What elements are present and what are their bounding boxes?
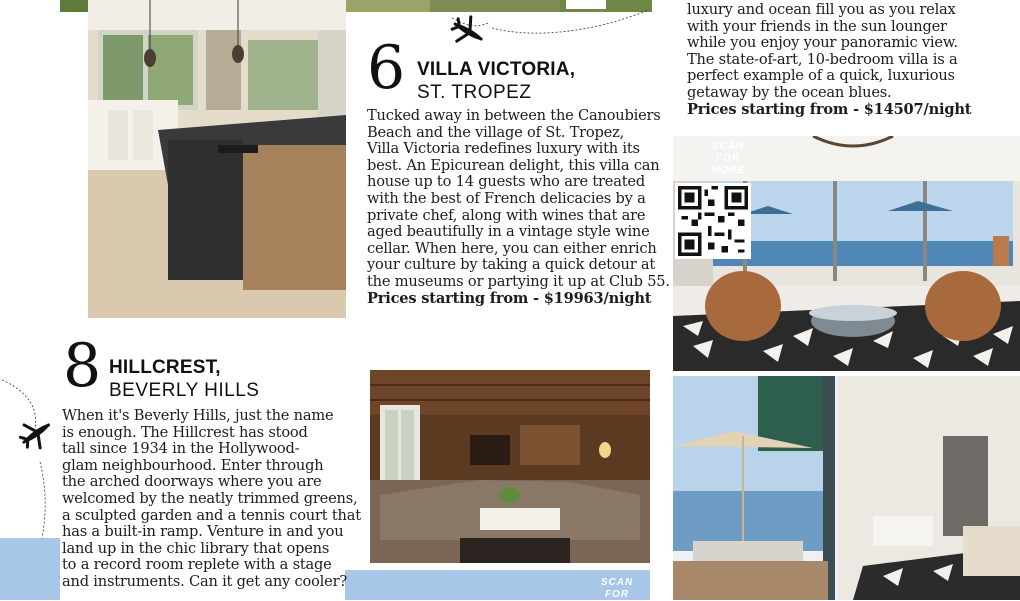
hillcrest-description [62, 408, 361, 591]
text-line: The state-of-art, 10-bedroom villa is a [687, 50, 958, 68]
text-line: When it's Beverly Hills, just the name [62, 407, 334, 424]
scan-label-bottom [592, 577, 642, 601]
scan-word: FOR [715, 153, 741, 164]
library-photo [370, 370, 650, 563]
scan-word: SCAN [600, 577, 634, 588]
text-line: aged beautifully in a vintage style wine [367, 223, 650, 241]
scan-word: MORE [711, 165, 745, 176]
kitchen-photo [88, 0, 346, 318]
text-line: your culture by taking a quick detour at [367, 256, 656, 274]
text-line: perfect example of a quick, luxurious [687, 67, 955, 85]
villa-location-beverly-hills: BEVERLY HILLS [109, 380, 260, 401]
text-line: the museums or partying it up at Club 55. [367, 272, 670, 290]
text-line: private chef, along with wines that are [367, 206, 646, 224]
text-line: tall since 1934 in the Hollywood- [62, 440, 300, 458]
top-left-green-strip [60, 0, 90, 12]
text-line: land up in the chic library that opens [62, 539, 330, 557]
airplane-icon-top [446, 8, 492, 54]
text-line: and instruments. Can it get any cooler? [62, 572, 347, 590]
text-line: welcomed by the neatly trimmed greens, [62, 489, 358, 507]
villa-7-description-continued [687, 2, 971, 118]
villa-victoria-price: Prices starting from - $19963/night [367, 289, 652, 307]
text-line: luxury and ocean fill you as you relax [687, 1, 956, 18]
text-line: to a record room replete with a stage [62, 556, 332, 574]
text-line: best. An Epicurean delight, this villa can [367, 156, 660, 174]
villa-number-8: 8 [63, 331, 102, 401]
text-line: cellar. When here, you can either enrich [367, 239, 657, 257]
text-line: is enough. The Hillcrest has stood [62, 423, 308, 441]
villa-name-victoria: VILLA VICTORIA, [417, 59, 576, 80]
text-line: Tucked away in between the Canoubiers [367, 107, 661, 124]
scan-word: SCAN [711, 141, 745, 152]
sky-photo-edge-bottom-left [0, 538, 60, 600]
balcony-photo [673, 376, 1020, 600]
text-line: getaway by the ocean blues. [687, 83, 892, 101]
text-line: Villa Victoria redefines luxury with its [367, 140, 640, 158]
scan-word: FOR [604, 589, 630, 600]
villa-location-st-tropez: ST. TROPEZ [417, 82, 532, 103]
text-line: Beach and the village of St. Tropez, [367, 123, 625, 141]
text-line: with the best of French delicacies by a [367, 189, 646, 207]
text-line: glam neighbourhood. Enter through [62, 456, 324, 474]
text-line: with your friends in the sun lounger [687, 17, 947, 35]
villa-7-price: Prices starting from - $14507/night [687, 100, 972, 118]
text-line: the arched doorways where you are [62, 473, 322, 491]
villa-name-hillcrest: HILLCREST, [109, 357, 221, 378]
text-line: a sculpted garden and a tennis court that [62, 506, 361, 524]
airplane-icon-left [14, 410, 60, 456]
qr-code-top[interactable] [675, 183, 751, 259]
scan-for-more-label-top [703, 141, 753, 177]
flight-path-top [490, 8, 650, 38]
text-line: has a built-in ramp. Venture in and you [62, 523, 344, 541]
text-line: while you enjoy your panoramic view. [687, 34, 958, 52]
villa-number-6: 6 [367, 33, 406, 103]
text-line: house up to 14 guests who are treated [367, 173, 645, 191]
villa-victoria-description [367, 108, 670, 307]
